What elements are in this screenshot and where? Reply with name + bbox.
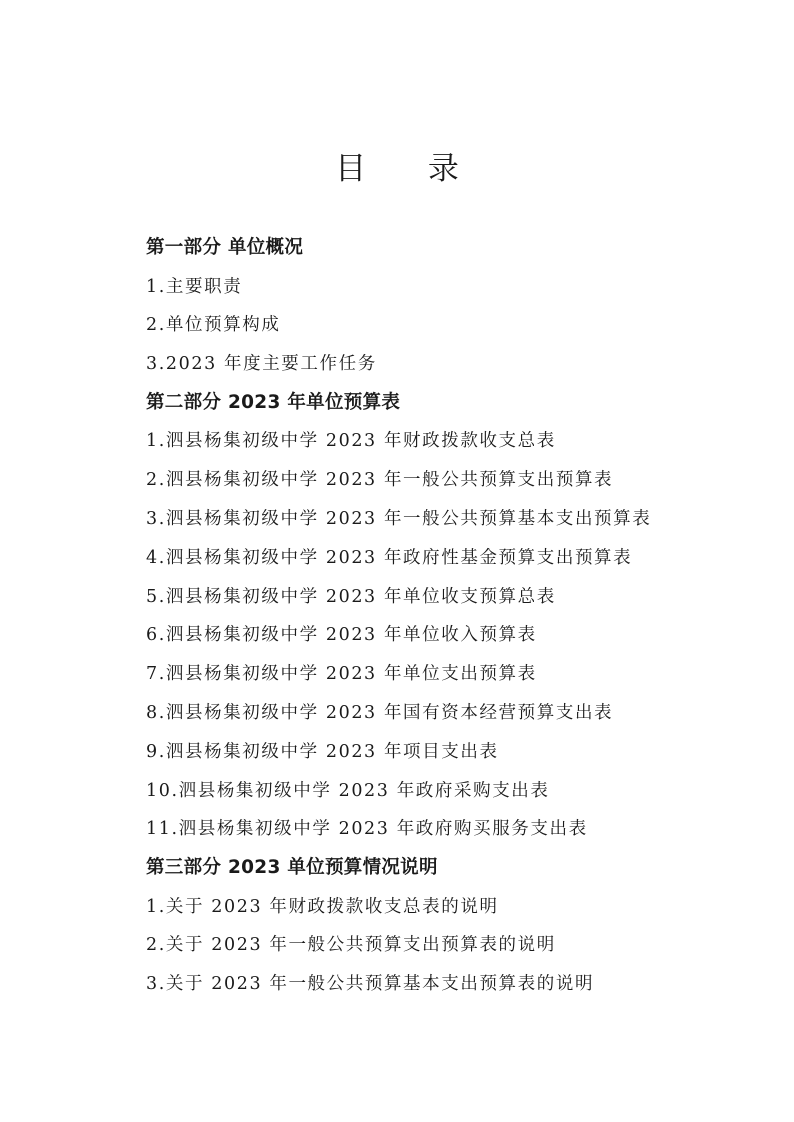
toc-entry[interactable]: 3.2023 年度主要工作任务 [146, 354, 377, 375]
toc-entry[interactable]: 1.主要职责 [146, 276, 243, 297]
toc-entry[interactable]: 1.泗县杨集初级中学 2023 年财政拨款收支总表 [146, 431, 556, 452]
toc-entry[interactable]: 7.泗县杨集初级中学 2023 年单位支出预算表 [146, 664, 537, 685]
toc-entry[interactable]: 4.泗县杨集初级中学 2023 年政府性基金预算支出预算表 [146, 547, 633, 568]
toc-entry[interactable]: 5.泗县杨集初级中学 2023 年单位收支预算总表 [146, 586, 556, 607]
toc-entry[interactable]: 1.关于 2023 年财政拨款收支总表的说明 [146, 896, 499, 917]
toc-entry[interactable]: 6.泗县杨集初级中学 2023 年单位收入预算表 [146, 625, 537, 646]
toc-entry[interactable]: 3.关于 2023 年一般公共预算基本支出预算表的说明 [146, 974, 595, 995]
section-heading-part-1[interactable]: 第一部分 单位概况 [146, 237, 304, 258]
toc-entry[interactable]: 10.泗县杨集初级中学 2023 年政府采购支出表 [146, 780, 550, 801]
toc-entry[interactable]: 8.泗县杨集初级中学 2023 年国有资本经营预算支出表 [146, 702, 614, 723]
section-heading-part-2[interactable]: 第二部分 2023 年单位预算表 [146, 391, 401, 413]
page-title: 目 录 [335, 151, 485, 187]
table-of-contents [146, 229, 706, 1004]
toc-entry[interactable]: 3.泗县杨集初级中学 2023 年一般公共预算基本支出预算表 [146, 508, 652, 529]
toc-entry[interactable]: 2.关于 2023 年一般公共预算支出预算表的说明 [146, 935, 556, 956]
toc-entry[interactable]: 2.单位预算构成 [146, 315, 281, 336]
toc-entry[interactable]: 2.泗县杨集初级中学 2023 年一般公共预算支出预算表 [146, 470, 614, 491]
toc-entry[interactable]: 11.泗县杨集初级中学 2023 年政府购买服务支出表 [146, 819, 588, 840]
section-heading-part-3[interactable]: 第三部分 2023 单位预算情况说明 [146, 857, 438, 879]
toc-entry[interactable]: 9.泗县杨集初级中学 2023 年项目支出表 [146, 741, 499, 762]
